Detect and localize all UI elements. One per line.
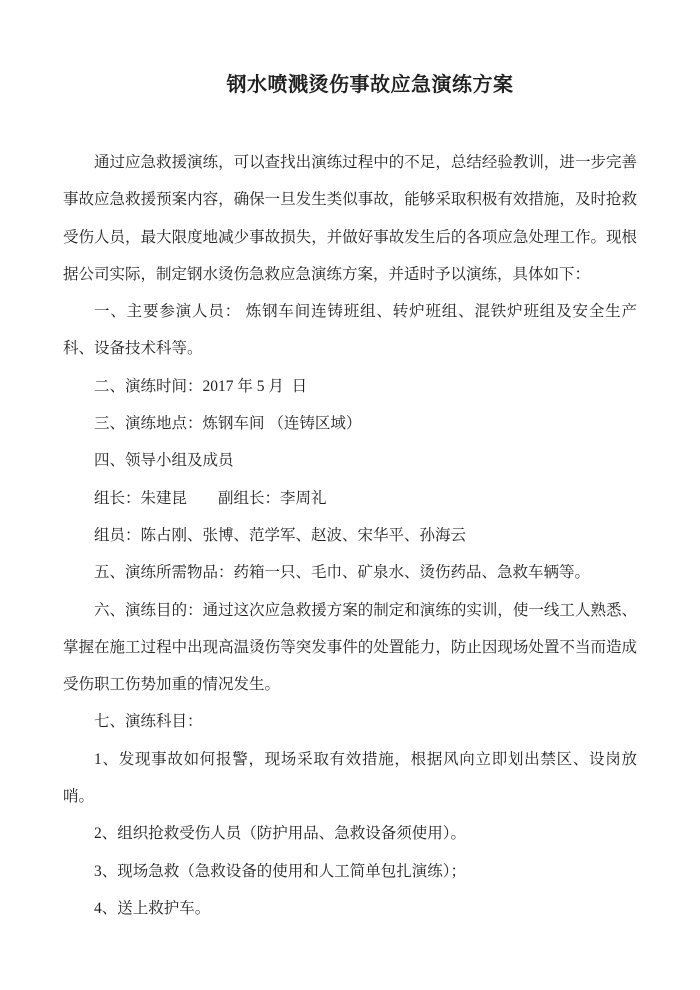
section-drill-location: 三、演练地点：炼钢车间 （连铸区域） xyxy=(94,415,362,433)
subject-item-1: 1、发现事故如何报警，现场采取有效措施，根据风向立即划出禁区、设岗放哨。 xyxy=(63,750,637,806)
section-drill-time: 二、演练时间：2017 年 5 月 日 xyxy=(94,377,308,395)
section-drill-subjects: 七、演练科目： xyxy=(94,713,203,731)
section-required-supplies: 五、演练所需物品：药箱一只、毛巾、矿泉水、烫伤药品、急救车辆等。 xyxy=(94,564,591,582)
section-drill-purpose: 六、演练目的：通过这次应急救援方案的制定和演练的实训，使一线工人熟悉、掌握在施工过程中出现高温烫伤等突发事件的处置能力，防止因现场处置不当而造成受伤职工伤势加重的情况发生。 xyxy=(63,601,637,694)
intro-paragraph: 通过应急救援演练，可以查找出演练过程中的不足，总结经验教训，进一步完善事故应急救援预案内容，确保一旦发生类似事故，能够采取积极有效措施，及时抢救受伤人员，最大限度地减少事故损失，并做好事故发生后的各项应急处理工作。现根据公司实际，制定钢水烫伤急救应急演练方案，并适时予以演练，具体如下： xyxy=(63,154,637,283)
subject-item-4: 4、送上救护车。 xyxy=(94,899,211,917)
line-group-leaders: 组长：朱建昆 副组长：李周礼 xyxy=(94,489,327,507)
subject-item-3: 3、现场急救（急救设备的使用和人工简单包扎演练）； xyxy=(94,862,467,880)
section-participants: 一、主要参演人员： 炼钢车间连铸班组、转炉班组、混铁炉班组及安全生产科、设备技术科等。 xyxy=(63,303,637,358)
document-body xyxy=(63,144,637,927)
line-group-members: 组员：陈占刚、张博、范学军、赵波、宋华平、孙海云 xyxy=(94,526,467,544)
document-title: 钢水喷溅烫伤事故应急演练方案 xyxy=(226,74,514,96)
subject-item-2: 2、组织抢救受伤人员（防护用品、急救设备须使用）。 xyxy=(94,825,467,843)
section-leadership-group: 四、领导小组及成员 xyxy=(94,452,234,470)
